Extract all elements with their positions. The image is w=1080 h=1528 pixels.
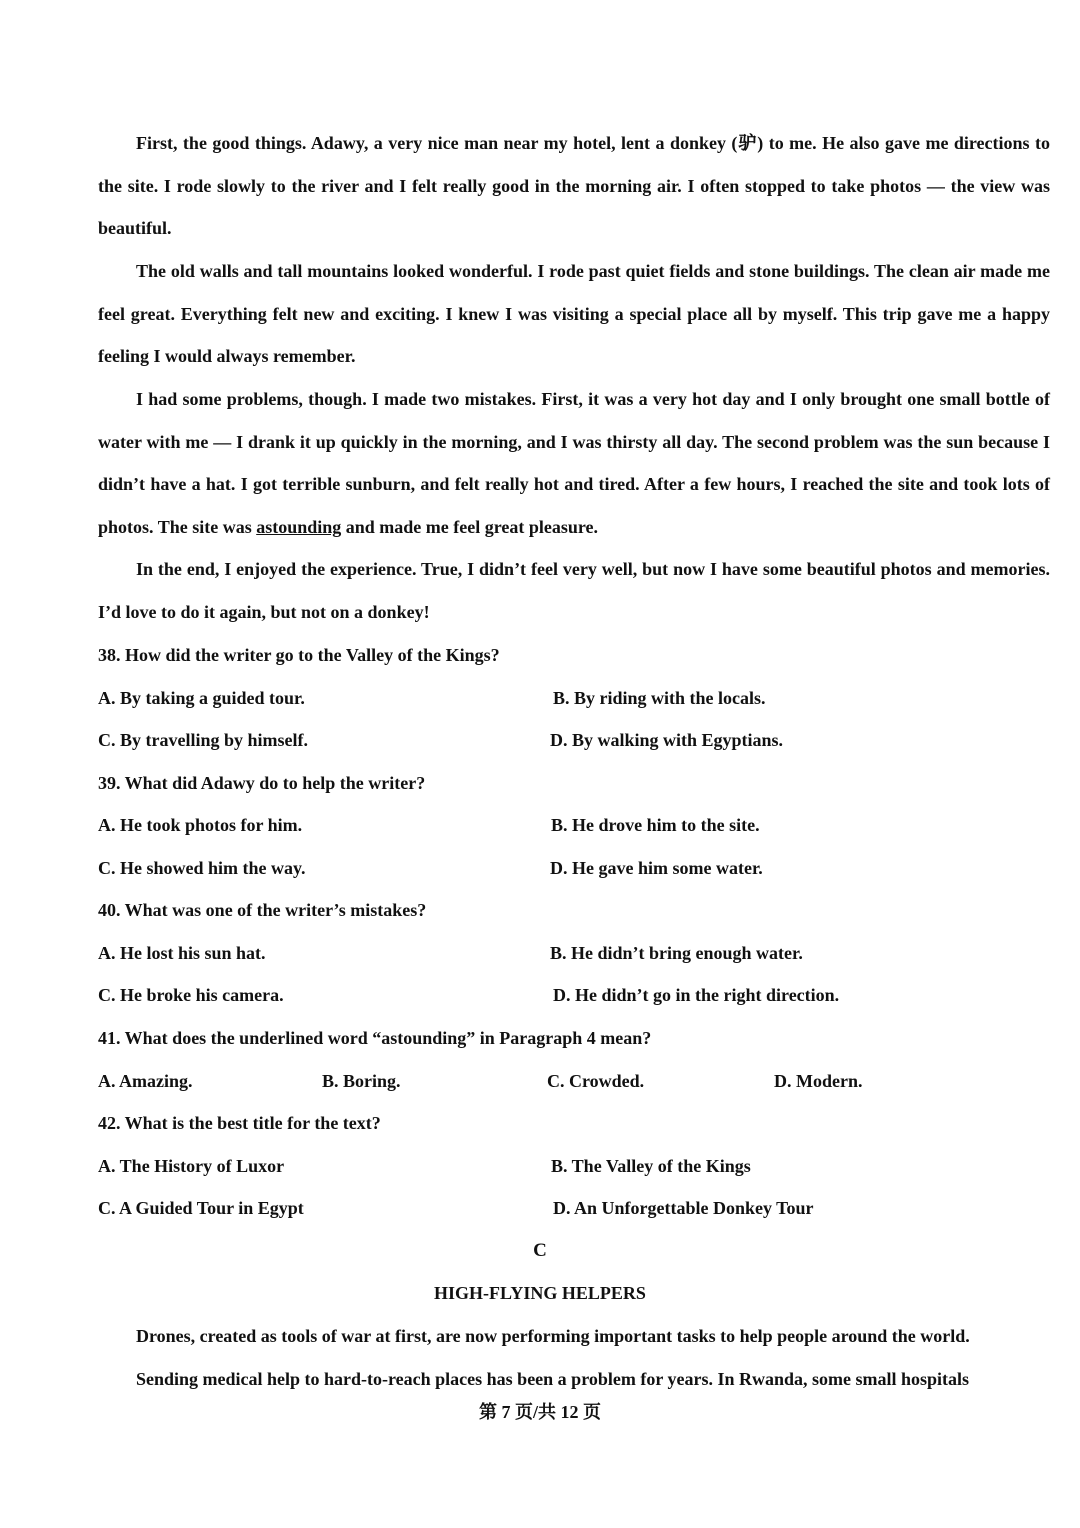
question-39-option-d[interactable]: D. He gave him some water. [550,858,763,878]
question-38-option-b[interactable]: B. By riding with the locals. [553,688,766,708]
passage-paragraph-4-text: In the end, I enjoyed the experience. True, I didn’t feel very well, but now I have some beautiful photos and memories. I’d love to do it again, but not on a donkey! [98,559,1050,622]
question-40-option-a[interactable]: A. He lost his sun hat. [98,943,266,963]
question-38-option-c[interactable]: C. By travelling by himself. [98,730,308,750]
question-38-option-d[interactable]: D. By walking with Egyptians. [550,730,784,750]
passage-paragraph-2-text: The old walls and tall mountains looked wonderful. I rode past quiet fields and stone buildings. The clean air made me feel great. Everything felt new and exciting. I knew I was visiting a special place all by myself. This trip gave me a happy feeling I would always remember. [98,261,1050,367]
question-39-option-a[interactable]: A. He took photos for him. [98,815,303,835]
question-41-option-d[interactable]: D. Modern. [774,1071,863,1091]
passage-paragraph-3 [98,378,1050,548]
page-footer: 第 7 页/共 12 页 [478,1402,601,1422]
question-42-option-a[interactable]: A. The History of Luxor [98,1156,285,1176]
underlined-word: astounding [256,516,342,537]
passage-paragraph-1-text: First, the good things. Adawy, a very nice man near my hotel, lent a donkey (驴) to me. He also gave me directions to the site. I rode slowly to the river and I felt really good in the morning air. I often stopped to take photos — the view was beautiful. [98,133,1050,239]
question-40-option-b[interactable]: B. He didn’t bring enough water. [550,943,803,963]
question-38-option-a[interactable]: A. By taking a guided tour. [98,688,305,708]
question-40-option-c[interactable]: C. He broke his camera. [98,985,284,1005]
passage-paragraph-3-end: and made me feel great pleasure. [341,516,599,537]
passage-paragraph-4 [98,548,1050,633]
question-42: 42. What is the best title for the text? [98,1113,381,1133]
passage-paragraph-2 [98,250,1050,378]
question-41-option-a[interactable]: A. Amazing. [98,1071,193,1091]
passage-paragraph-3-text: I had some problems, though. I made two mistakes. First, it was a very hot day and I only brought one small bottle of water with me — I drank it up quickly in the morning, and I was thirsty all day. The second problem was the sun because I didn’t have a hat. I got terrible sunburn, and felt really hot and tired. After a few hours, I reached the site and took lots of photos. The site was [98,389,1050,537]
question-40-option-d[interactable]: D. He didn’t go in the right direction. [553,985,840,1005]
question-41-option-c[interactable]: C. Crowded. [547,1071,645,1091]
question-39: 39. What did Adawy do to help the writer? [98,773,426,793]
question-38: 38. How did the writer go to the Valley of the Kings? [98,645,500,665]
section-c-line-1: Drones, created as tools of war at first, are now performing important tasks to help people around the world. [136,1326,970,1346]
section-c-line-2: Sending medical help to hard-to-reach places has been a problem for years. In Rwanda, some small hospitals [136,1369,970,1389]
question-41: 41. What does the underlined word “astounding” in Paragraph 4 mean? [98,1028,652,1048]
question-40: 40. What was one of the writer’s mistakes? [98,900,427,920]
question-39-option-b[interactable]: B. He drove him to the site. [551,815,760,835]
passage-paragraph-1 [98,122,1050,250]
question-39-option-c[interactable]: C. He showed him the way. [98,858,306,878]
question-42-option-d[interactable]: D. An Unforgettable Donkey Tour [553,1198,814,1218]
section-title: HIGH-FLYING HELPERS [434,1283,646,1303]
question-42-option-c[interactable]: C. A Guided Tour in Egypt [98,1198,304,1218]
question-41-option-b[interactable]: B. Boring. [322,1071,401,1091]
section-letter: C [533,1240,547,1261]
question-42-option-b[interactable]: B. The Valley of the Kings [551,1156,751,1176]
